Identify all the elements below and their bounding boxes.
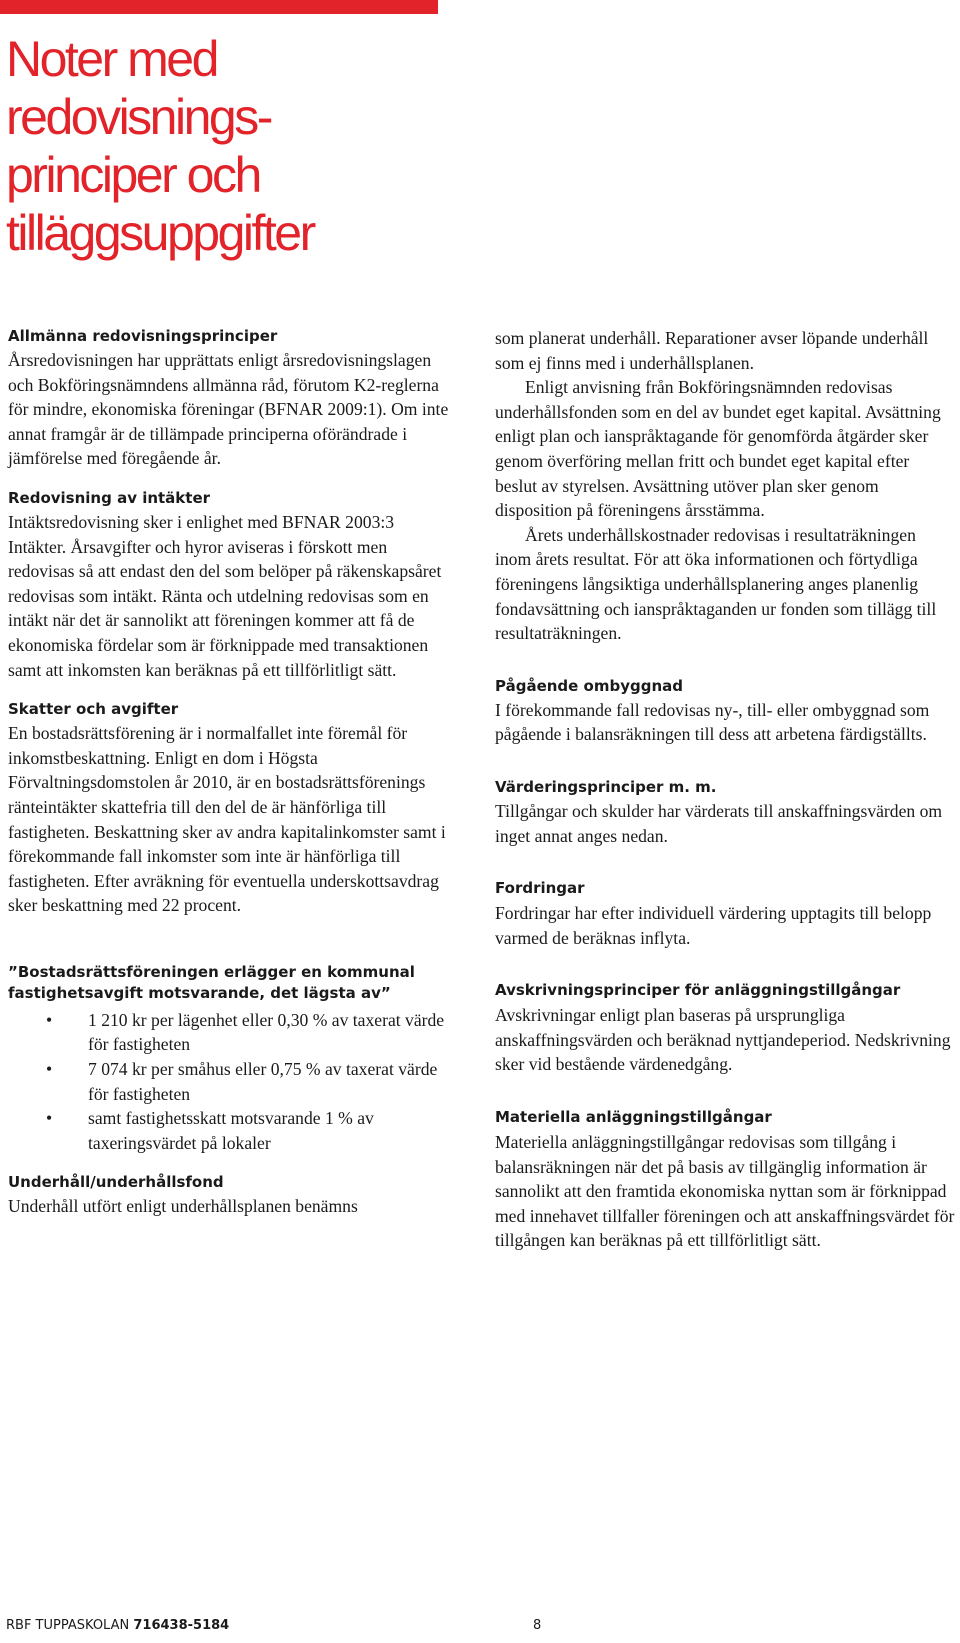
section-text: Årets underhållskostnader redovisas i resultaträkningen inom årets resultat. För att öka informationen och förtydliga föreningens långsiktiga underhållsplanering anges planenlig fondavsättning och ianspråktaganden ur fonden som tillägg till resultaträkningen. [495, 524, 937, 644]
list-item [8, 1106, 456, 1155]
footer-org-name: RBF TUPPASKOLAN [6, 1618, 130, 1633]
section-text: Enligt anvisning från Bokföringsnämnden redovisas underhållsfonden som en del av bundet eget kapital. Avsättning enligt plan och ianspråktagande för genomförda åtgärder sker genom överföring mellan fritt och bundet eget kapital efter beslut av styrelsen. Avsättning utöver plan sker genom disposition på föreningens årsstämma. [495, 377, 941, 521]
section-heading: Redovisning av intäkter [8, 488, 211, 507]
right-column [495, 326, 955, 1253]
list-item [8, 1008, 456, 1057]
section-fastighetsavgift [8, 962, 456, 1156]
section-text: Årsredovisningen har upprättats enligt årsredovisningslagen och Bokföringsnämndens allmänna råd, förutom K2-reglerna för mindre, ekonomiska föreningar (BFNAR 2009:1). Om inte annat framgår är de tillämpade principerna oförändrade i jämförelse med föregående år. [8, 350, 449, 469]
title-line: redovisnings- [6, 89, 271, 145]
section-text: Intäktsredovisning sker i enlighet med BFNAR 2003:3 Intäkter. Årsavgifter och hyror aviseras i förskott men redovisas så att endast den del som belöper på räkenskapsåret redovisas som intäkt. Ränta och utdelning redovisas som en intäkt när det är sannolikt att föreningen kommer att få de ekonomiska fördelar som är förknippade med transaktionen samt att inkomsten kan beräknas på ett tillförlitligt sätt. [8, 511, 442, 680]
footer-organization [6, 1618, 229, 1634]
section-underhall-continued [495, 326, 955, 646]
section-avskrivning [495, 980, 955, 1077]
list-item [8, 1057, 456, 1106]
list-item-text: 1 210 kr per lägenhet eller 0,30 % av taxerat värde för fastigheten [88, 1009, 445, 1055]
quote-heading: ”Bostadsrättsföreningen erlägger en kommunal fastighetsavgift motsvarande, det lägsta av” [8, 962, 415, 1002]
section-text: Materiella anläggningstillgångar redovisas som tillgång i balansräkningen när det på basis av tillgänglig information är sannolikt att den framtida ekonomiska nyttan som är förknippad med innehavet tillfaller föreningen och att anskaffningsvärdet för tillgången kan beräknas på ett tillförlitligt sätt. [495, 1132, 955, 1251]
list-item-text: 7 074 kr per småhus eller 0,75 % av taxerat värde för fastigheten [88, 1059, 438, 1104]
section-text: Tillgångar och skulder har värderats till anskaffningsvärden om inget annat anges nedan. [495, 800, 943, 846]
section-fordringar [495, 878, 955, 950]
subsection-heading: Fordringar [495, 879, 585, 898]
section-heading: Värderingsprinciper m. m. [495, 777, 717, 796]
section-heading: Allmänna redovisningsprinciper [8, 327, 278, 345]
section-allmanna-principer [8, 326, 456, 471]
bullet-list [8, 1008, 456, 1156]
title-line: Noter med [6, 31, 217, 87]
section-heading: Skatter och avgifter [8, 700, 179, 719]
section-heading: Pågående ombyggnad [495, 676, 684, 695]
page-number: 8 [533, 1618, 542, 1633]
bullet-icon: • [46, 1009, 53, 1030]
subsection-heading: Materiella anläggningstillgångar [495, 1108, 772, 1127]
section-text: Fordringar har efter individuell värdering upptagits till belopp varmed de beräknas inflyta. [495, 903, 932, 948]
section-vardering [495, 777, 955, 848]
title-line: tilläggsuppgifter [6, 205, 314, 261]
section-underhall [8, 1172, 456, 1219]
bullet-icon: • [46, 1059, 53, 1080]
section-text: I förekommande fall redovisas ny-, till- eller ombyggnad som pågående i balansräkningen till dess att arbetena färdigställts. [495, 699, 930, 745]
left-column [8, 326, 456, 1219]
subsection-heading: Avskrivningsprinciper för anläggningstillgångar [495, 981, 901, 1000]
section-skatter [8, 699, 456, 918]
title-line: principer och [6, 147, 260, 203]
page-title [6, 30, 426, 262]
section-text: som planerat underhåll. Reparationer avser löpande underhåll som ej finns med i underhållsplanen. [495, 328, 929, 373]
section-materiella [495, 1107, 955, 1253]
section-pagaende-ombyggnad [495, 676, 955, 747]
footer-org-number: 716438-5184 [133, 1618, 230, 1633]
section-text: Underhåll utfört enligt underhållsplanen benämns [8, 1196, 358, 1217]
section-text: En bostadsrättsförening är i normalfallet inte föremål för inkomstbeskattning. Enligt en dom i Högsta Förvaltningsdomstolen år 2010, är en bostadsrättsförenings ränteintäkter skattefria till den del de är hänförliga till fastigheten. Beskattning sker av andra kapitalinkomster samt i förekommande fall inkomster som inte är hänförliga till fastigheten. Efter avräkning för eventuella underskottsavdrag sker beskattning med 22 procent. [8, 723, 446, 916]
header-accent-bar [0, 0, 438, 14]
section-text: Avskrivningar enligt plan baseras på ursprungliga anskaffningsvärden och beräknad nyttjandeperiod. Nedskrivning sker vid bestående värdenedgång. [495, 1005, 951, 1075]
bullet-icon: • [46, 1108, 53, 1129]
section-intakter [8, 488, 456, 682]
list-item-text: samt fastighetsskatt motsvarande 1 % av taxeringsvärdet på lokaler [88, 1108, 374, 1153]
section-heading: Underhåll/underhållsfond [8, 1173, 224, 1192]
